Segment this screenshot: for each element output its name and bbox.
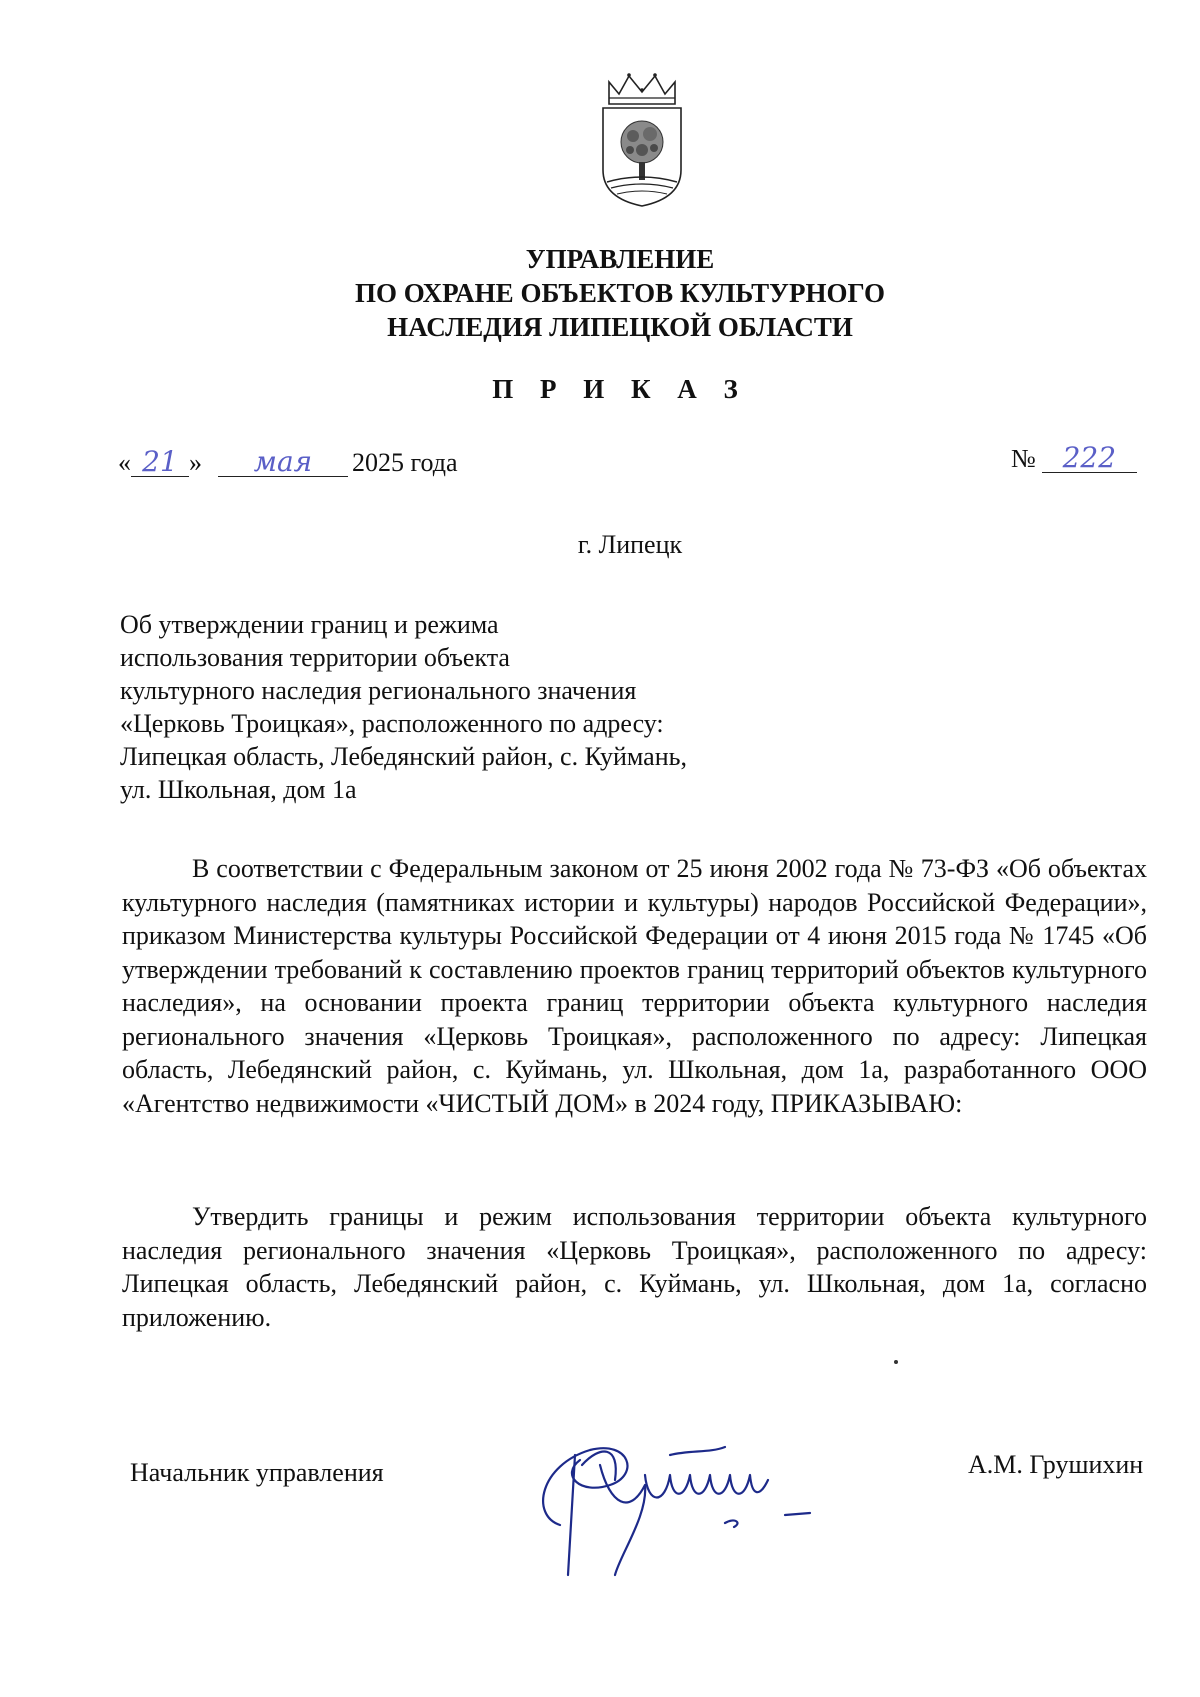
date-open-quote: « (118, 448, 131, 477)
order-subject (120, 608, 820, 806)
number-value: 222 (1062, 441, 1117, 474)
preamble-paragraph: В соответствии с Федеральным законом от 25 июня 2002 года № 73-ФЗ «Об объектах культурного наследия (памятниках истории и культуры) народов Российской Федерации», приказом Министерства культуры Российской Федерации от 4 июня 2015 года № 1745 «Об утверждении требований к составлению проектов границ территорий объектов культурного наследия», на основании проекта границ территории объекта культурного наследия регионального значения «Церковь Троицкая», расположенного по адресу: Липецкая область, Лебедянский район, с. Куймань, ул. Школьная, дом 1а, разработанного ООО «Агентство недвижимости «ЧИСТЫЙ ДОМ» в 2024 году, ПРИКАЗЫВАЮ: (122, 854, 1147, 1118)
subject-line: культурного наследия регионального значения (120, 676, 637, 705)
date-day: 21 (142, 445, 178, 478)
date-year: 2025 года (352, 448, 458, 477)
order-number (1011, 441, 1137, 474)
date-month: мая (253, 445, 313, 478)
header-line-2: ПО ОХРАНЕ ОБЪЕКТОВ КУЛЬТУРНОГО (355, 278, 885, 308)
date-month-field (218, 445, 348, 478)
city: г. Липецк (577, 530, 683, 559)
subject-line: ул. Школьная, дом 1а (120, 775, 357, 804)
subject-line: «Церковь Троицкая», расположенного по адресу: (120, 709, 664, 738)
date-close-quote: » (189, 448, 202, 477)
ink-dot (894, 1360, 898, 1364)
number-field (1042, 441, 1137, 474)
subject-line: Об утверждении границ и режима (120, 610, 499, 639)
subject-line: использования территории объекта (120, 643, 510, 672)
header-line-1: УПРАВЛЕНИЕ (525, 244, 715, 274)
authority-header (0, 242, 1200, 344)
number-prefix: № (1011, 444, 1036, 473)
date-day-field (131, 445, 189, 478)
subject-line: Липецкая область, Лебедянский район, с. Куймань, (120, 742, 687, 771)
header-line-3: НАСЛЕДИЯ ЛИПЕЦКОЙ ОБЛАСТИ (387, 312, 853, 342)
handwritten-signature (520, 1405, 890, 1585)
signatory-position: Начальник управления (130, 1458, 384, 1487)
coat-of-arms-icon (595, 70, 689, 210)
signatory-name: А.М. Грушихин (968, 1450, 1144, 1479)
order-date (118, 445, 458, 478)
operative-paragraph: Утвердить границы и режим использования территории объекта культурного наследия регионального значения «Церковь Троицкая», расположенного по адресу: Липецкая область, Лебедянский район, с. Куймань, ул. Школьная, дом 1а, согласно приложению. (122, 1202, 1147, 1332)
order-title: П Р И К А З (492, 374, 748, 404)
